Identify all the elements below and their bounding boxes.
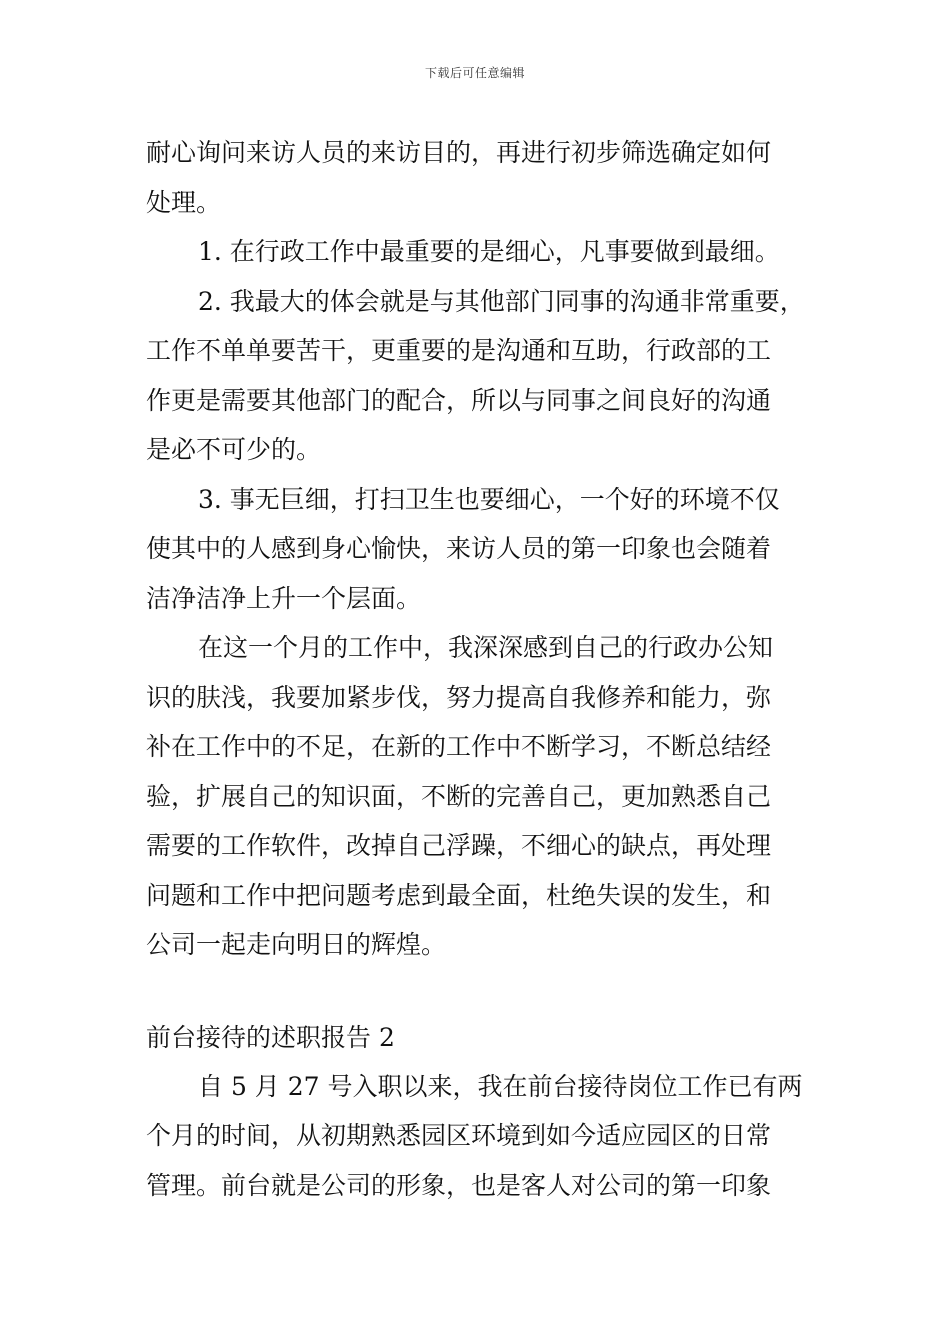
paragraph-line: 在这一个月的工作中，我深深感到自己的行政办公知 [198,633,774,662]
paragraph-line: 个月的时间，从初期熟悉园区环境到如今适应园区的日常 [146,1121,772,1150]
paragraph-line: 管理。前台就是公司的形象，也是客人对公司的第一印象 [146,1170,772,1200]
paragraph-line: 作更是需要其他部门的配合，所以与同事之间良好的沟通 [146,385,772,415]
document-body [146,128,812,1210]
list-item-2: 2. 我最大的体会就是与其他部门同事的沟通非常重要， [198,286,805,316]
section-gap [146,970,812,1014]
paragraph-line: 洁净洁净上升一个层面。 [146,583,422,613]
list-item-1: 1. 在行政工作中最重要的是细心，凡事要做到最细。 [198,237,780,266]
paragraph-line: 补在工作中的不足，在新的工作中不断学习，不断总结经 [146,732,772,761]
paragraph-line: 问题和工作中把问题考虑到最全面，杜绝失误的发生，和 [146,880,772,910]
paragraph-line: 自 5 月 27 号入职以来，我在前台接待岗位工作已有两 [198,1071,803,1101]
paragraph-line: 耐心询问来访人员的来访目的，再进行初步筛选确定如何 [146,138,772,167]
paragraph-line: 工作不单单要苦干，更重要的是沟通和互助，行政部的工 [146,336,772,365]
paragraph-line: 是必不可少的。 [146,435,322,464]
paragraph-line: 使其中的人感到身心愉快，来访人员的第一印象也会随着 [146,534,772,563]
list-item-3: 3. 事无巨细，打扫卫生也要细心，一个好的环境不仅 [198,484,780,514]
paragraph-line: 需要的工作软件，改掉自己浮躁，不细心的缺点，再处理 [146,831,772,860]
paragraph-line: 识的肤浅，我要加紧步伐，努力提高自我修养和能力，弥 [146,682,772,712]
header-note: 下载后可任意编辑 [424,66,525,80]
paragraph-line: 公司一起走向明日的辉煌。 [146,930,447,959]
section-title: 前台接待的述职报告 2 [146,1022,395,1052]
paragraph-line: 处理。 [146,187,222,217]
paragraph-line: 验，扩展自己的知识面，不断的完善自己，更加熟悉自己 [146,781,772,811]
